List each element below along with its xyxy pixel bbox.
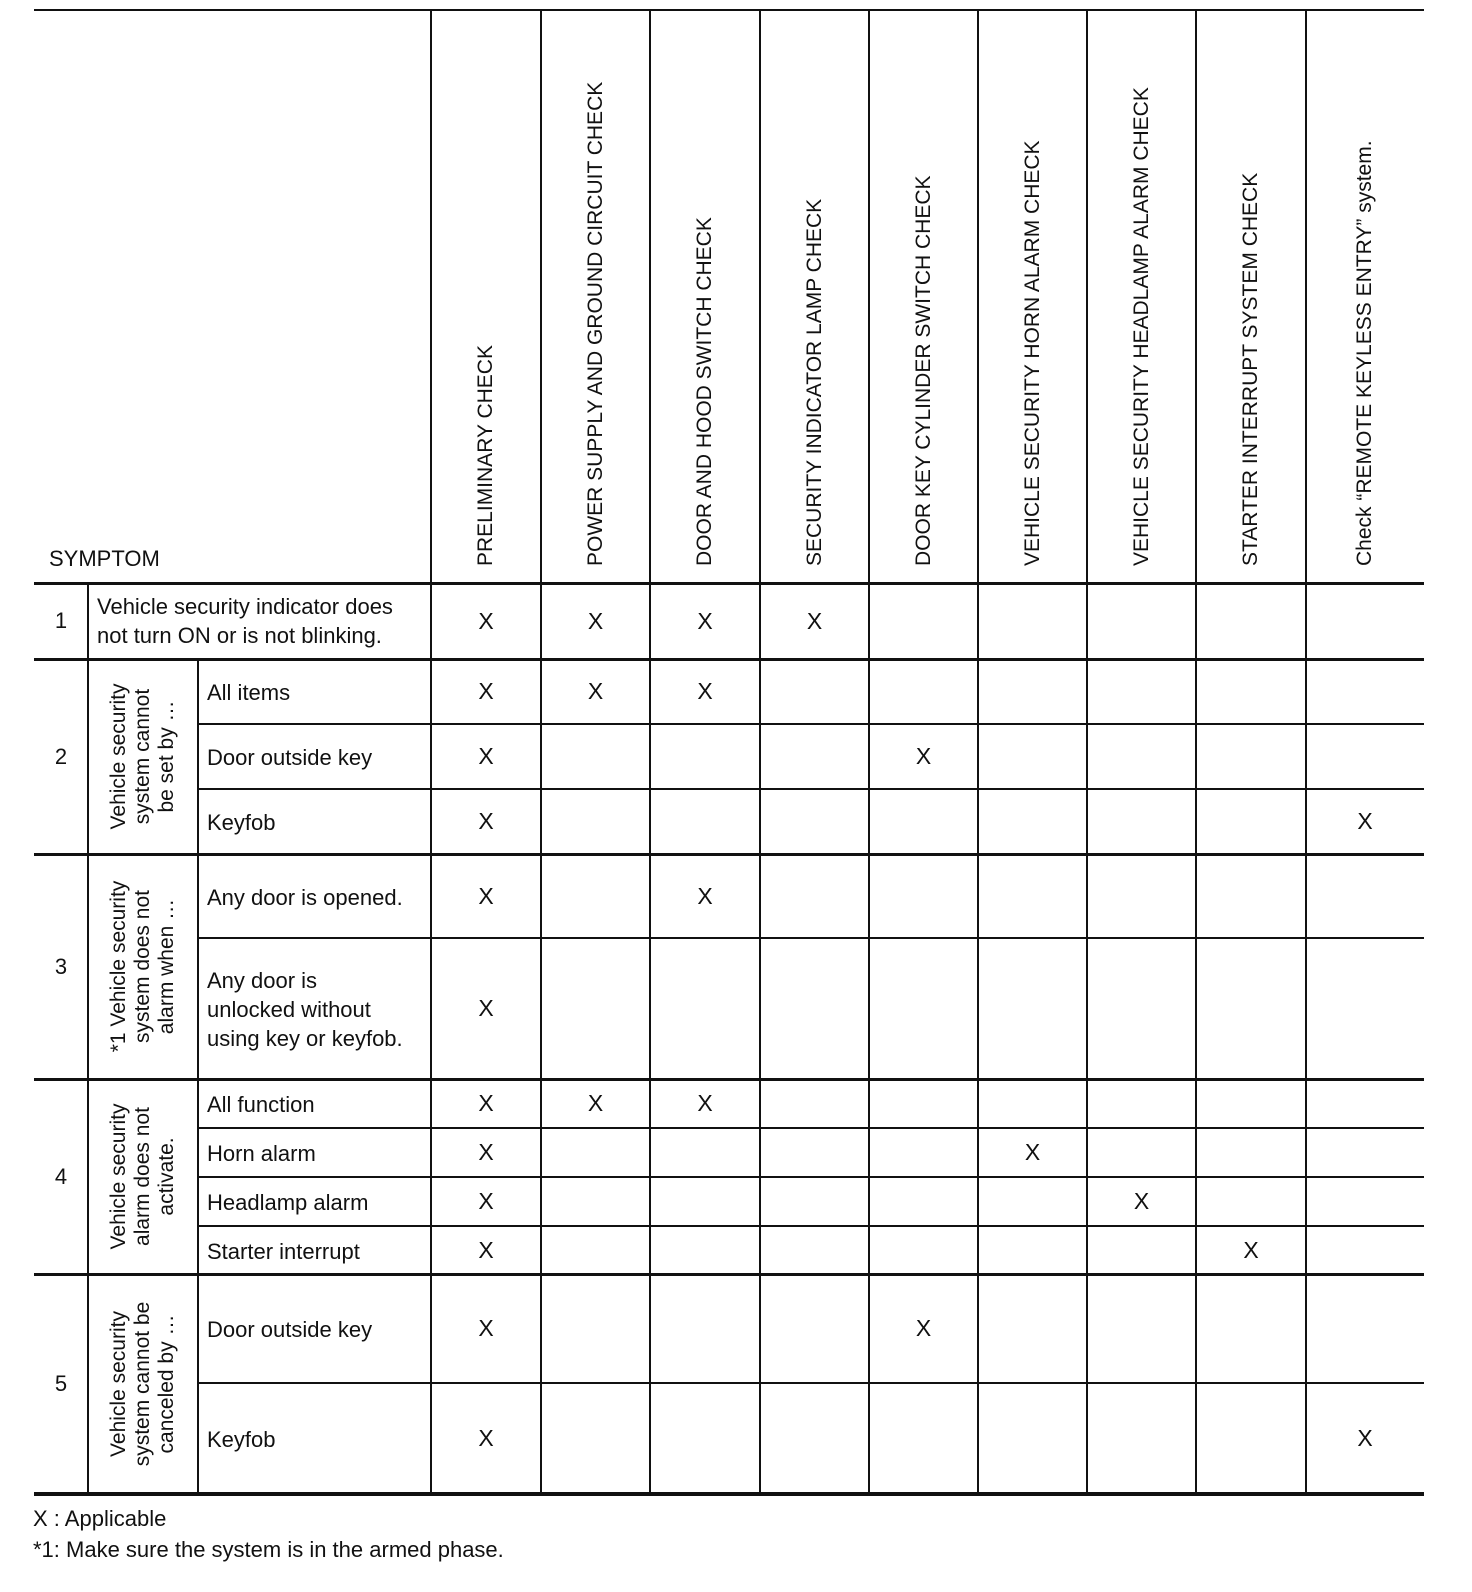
applicable-mark-cell — [650, 1274, 760, 1383]
applicable-mark-cell: X — [587, 1090, 604, 1116]
applicable-mark-cell — [760, 1177, 869, 1226]
applicable-mark-cell — [978, 1079, 1087, 1128]
applicable-mark-cell — [1087, 938, 1196, 1079]
symptom-group-label-line: system does not — [131, 890, 154, 1043]
symptom-group-label — [90, 1280, 196, 1488]
applicable-mark-cell: X — [1133, 1188, 1150, 1214]
applicable-mark-cell — [1196, 724, 1306, 789]
applicable-mark-cell — [1087, 1226, 1196, 1274]
symptom-group-label-line: system cannot be — [131, 1301, 154, 1467]
column-header: SECURITY INDICATOR LAMP CHECK — [802, 198, 826, 566]
applicable-mark-cell: X — [478, 808, 494, 834]
symptom-item-label: Door outside key — [207, 745, 373, 770]
applicable-mark-cell — [1196, 1177, 1306, 1226]
applicable-mark-cell — [760, 1226, 869, 1274]
applicable-mark-cell — [1087, 854, 1196, 938]
applicable-mark-cell — [541, 789, 650, 854]
applicable-mark-cell — [541, 1128, 650, 1177]
applicable-mark-cell — [650, 1177, 760, 1226]
applicable-mark-cell: X — [697, 1090, 713, 1116]
legend-note: X : Applicable — [33, 1506, 167, 1531]
applicable-mark-cell — [760, 1274, 869, 1383]
symptom-group-label-line: Vehicle security — [107, 683, 130, 830]
symptom-group-label-line: activate. — [155, 1137, 178, 1216]
applicable-mark-cell — [978, 1274, 1087, 1383]
applicable-mark-cell — [760, 659, 869, 724]
applicable-mark-cell — [978, 789, 1087, 854]
applicable-mark-cell — [1087, 1383, 1196, 1494]
applicable-mark-cell: X — [478, 1236, 494, 1263]
applicable-mark-cell — [978, 938, 1087, 1079]
applicable-mark-cell: X — [1024, 1139, 1041, 1165]
applicable-mark-cell — [650, 1226, 760, 1274]
symptom-group-label — [90, 665, 196, 848]
symptom-group-label-line: system cannot — [131, 688, 154, 825]
applicable-mark-cell — [650, 938, 760, 1079]
table-top-border — [34, 9, 1424, 11]
applicable-mark-cell — [541, 1226, 650, 1274]
applicable-mark-cell — [1306, 1274, 1424, 1383]
column-header: DOOR AND HOOD SWITCH CHECK — [693, 217, 716, 566]
applicable-mark-cell: X — [478, 1425, 494, 1451]
applicable-mark-cell — [1306, 854, 1424, 938]
applicable-mark-cell — [541, 1274, 650, 1383]
item-divider — [197, 659, 199, 854]
applicable-mark-cell: X — [478, 995, 494, 1021]
symptom-header: SYMPTOM — [49, 546, 160, 571]
symptom-group-label-line: canceled by … — [155, 1314, 178, 1454]
applicable-mark-cell — [1196, 583, 1306, 659]
applicable-mark-cell — [1306, 1128, 1424, 1177]
applicable-mark-cell — [1196, 789, 1306, 854]
applicable-mark-cell — [760, 724, 869, 789]
symptom-group-label-line: alarm does not — [131, 1107, 154, 1246]
applicable-mark-cell: X — [478, 1188, 494, 1214]
symptom-item-label: unlocked without — [207, 997, 371, 1022]
applicable-mark-cell — [978, 583, 1087, 659]
applicable-mark-cell — [1196, 1079, 1306, 1128]
column-header: PRELIMINARY CHECK — [474, 345, 497, 566]
symptom-item-label: Any door is — [207, 968, 318, 993]
symptom-item-label: Starter interrupt — [207, 1238, 360, 1264]
applicable-mark-cell — [541, 1177, 650, 1226]
applicable-mark-cell — [1087, 724, 1196, 789]
applicable-mark-cell — [1306, 938, 1424, 1079]
applicable-mark-cell — [869, 854, 978, 938]
column-header: VEHICLE SECURITY HORN ALARM CHECK — [1020, 140, 1044, 566]
applicable-mark-cell — [978, 854, 1087, 938]
symptom-item-label: Headlamp alarm — [207, 1190, 369, 1215]
applicable-mark-cell — [1196, 938, 1306, 1079]
item-divider — [197, 854, 199, 1079]
applicable-mark-cell — [1196, 659, 1306, 724]
applicable-mark-cell: X — [587, 607, 604, 634]
applicable-mark-cell — [869, 1079, 978, 1128]
applicable-mark-cell — [1087, 659, 1196, 724]
applicable-mark-cell — [869, 1383, 978, 1494]
applicable-mark-cell — [760, 1079, 869, 1128]
applicable-mark-cell — [978, 659, 1087, 724]
applicable-mark-cell — [1306, 724, 1424, 789]
symptom-label-line: not turn ON or is not blinking. — [97, 623, 382, 648]
applicable-mark-cell — [1196, 854, 1306, 938]
applicable-mark-cell — [650, 1128, 760, 1177]
applicable-mark-cell — [1196, 1274, 1306, 1383]
applicable-mark-cell — [869, 1226, 978, 1274]
symptom-number: 1 — [54, 608, 68, 633]
applicable-mark-cell: X — [478, 678, 494, 704]
applicable-mark-cell: X — [478, 607, 494, 634]
symptom-item-label: Any door is opened. — [207, 884, 403, 910]
footnote: *1: Make sure the system is in the armed phase. — [33, 1537, 504, 1562]
applicable-mark-cell — [1196, 1128, 1306, 1177]
applicable-mark-cell — [1306, 1177, 1424, 1226]
symptom-item-label: Keyfob — [207, 810, 276, 835]
symptom-item-label: All items — [207, 680, 291, 705]
applicable-mark-cell — [1087, 1128, 1196, 1177]
applicable-mark-cell — [978, 1383, 1087, 1494]
applicable-mark-cell: X — [587, 678, 604, 704]
applicable-mark-cell — [1087, 1079, 1196, 1128]
applicable-mark-cell — [650, 724, 760, 789]
symptom-group-label-line: *1 Vehicle security — [107, 880, 130, 1053]
applicable-mark-cell — [869, 789, 978, 854]
applicable-mark-cell — [1306, 659, 1424, 724]
applicable-mark-cell — [760, 854, 869, 938]
column-header: VEHICLE SECURITY HEADLAMP ALARM CHECK — [1129, 87, 1153, 566]
applicable-mark-cell: X — [697, 678, 713, 704]
applicable-mark-cell — [650, 789, 760, 854]
applicable-mark-cell: X — [915, 743, 932, 769]
symptom-group-label — [90, 860, 196, 1073]
applicable-mark-cell — [869, 938, 978, 1079]
applicable-mark-cell: X — [806, 607, 823, 634]
symptom-number: 2 — [54, 743, 68, 769]
column-header: DOOR KEY CYLINDER SWITCH CHECK — [911, 175, 935, 566]
symptom-item-label: All function — [207, 1092, 315, 1117]
symptom-group-label — [90, 1085, 196, 1268]
applicable-mark-cell: X — [478, 1315, 494, 1341]
applicable-mark-cell: X — [697, 607, 713, 634]
applicable-mark-cell — [1087, 583, 1196, 659]
applicable-mark-cell — [978, 1177, 1087, 1226]
applicable-mark-cell — [541, 854, 650, 938]
applicable-mark-cell: X — [1357, 1425, 1373, 1451]
applicable-mark-cell: X — [697, 882, 713, 909]
applicable-mark-cell — [760, 938, 869, 1079]
symptom-number: 4 — [54, 1163, 68, 1189]
applicable-mark-cell — [1087, 789, 1196, 854]
symptom-group-label-line: Vehicle security — [107, 1311, 130, 1457]
applicable-mark-cell: X — [915, 1315, 932, 1341]
applicable-mark-cell — [978, 1226, 1087, 1274]
column-header: STARTER INTERRUPT SYSTEM CHECK — [1239, 172, 1262, 566]
applicable-mark-cell — [760, 1128, 869, 1177]
symptom-item-label: Door outside key — [207, 1317, 373, 1342]
symptom-item-label: using key or keyfob. — [207, 1026, 403, 1051]
applicable-mark-cell — [541, 724, 650, 789]
applicable-mark-cell — [1306, 1079, 1424, 1128]
applicable-mark-cell — [1196, 1383, 1306, 1494]
symptom-label-line: Vehicle security indicator does — [97, 594, 393, 619]
applicable-mark-cell — [869, 1128, 978, 1177]
applicable-mark-cell — [1306, 1226, 1424, 1274]
applicable-mark-cell: X — [1243, 1236, 1259, 1263]
applicable-mark-cell — [760, 789, 869, 854]
applicable-mark-cell — [650, 1383, 760, 1494]
applicable-mark-cell: X — [478, 743, 494, 769]
applicable-mark-cell — [760, 1383, 869, 1494]
applicable-mark-cell — [541, 1383, 650, 1494]
applicable-mark-cell — [541, 938, 650, 1079]
applicable-mark-cell — [869, 1177, 978, 1226]
symptom-number: 5 — [54, 1371, 68, 1396]
symptom-item-label: Keyfob — [207, 1427, 276, 1452]
symptom-item-label: Horn alarm — [207, 1141, 316, 1166]
applicable-mark-cell — [1087, 1274, 1196, 1383]
applicable-mark-cell — [869, 659, 978, 724]
applicable-mark-cell — [978, 724, 1087, 789]
symptom-number: 3 — [54, 953, 68, 979]
column-header: Check “REMOTE KEYLESS ENTRY” system. — [1353, 140, 1376, 566]
applicable-mark-cell — [869, 583, 978, 659]
column-header: POWER SUPPLY AND GROUND CIRCUIT CHECK — [583, 81, 607, 566]
symptom-group-label-line: Vehicle security — [107, 1103, 130, 1250]
applicable-mark-cell: X — [478, 1139, 494, 1165]
applicable-mark-cell: X — [1357, 808, 1373, 834]
symptom-group-label-line: be set by … — [155, 700, 178, 813]
applicable-mark-cell: X — [478, 1090, 494, 1116]
item-divider — [197, 1274, 199, 1494]
symptom-group-label-line: alarm when … — [155, 898, 178, 1035]
applicable-mark-cell — [1306, 583, 1424, 659]
applicable-mark-cell: X — [478, 882, 494, 909]
